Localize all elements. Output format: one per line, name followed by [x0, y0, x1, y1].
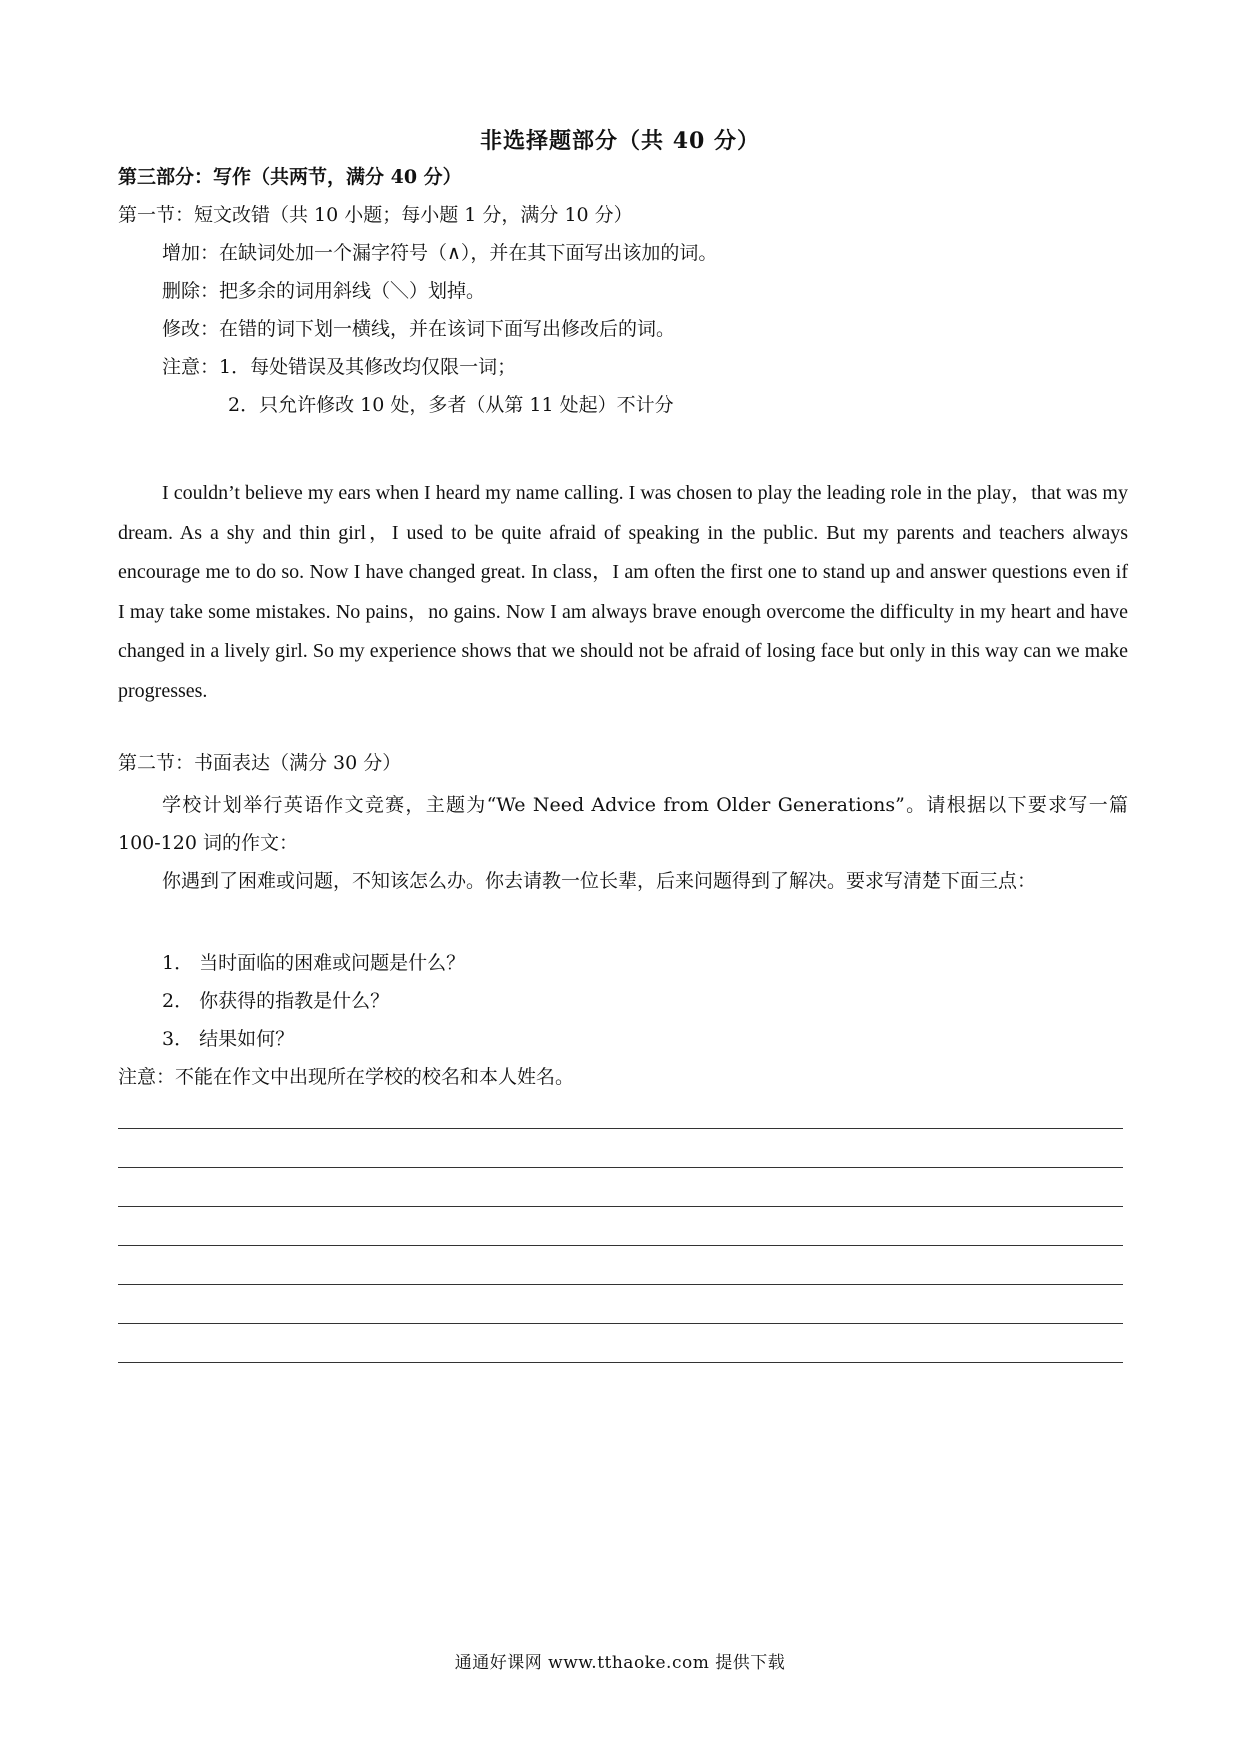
writing-task-intro: 学校计划举行英语作文竞赛，主题为“We Need Advice from Older Generations”。请根据以下要求写一篇 100-120 词的作文：: [118, 794, 1128, 854]
answer-line: [118, 1206, 1123, 1207]
answer-line: [118, 1284, 1123, 1285]
writing-point-3: 3． 结果如何？: [162, 1028, 295, 1050]
answer-line: [118, 1245, 1123, 1246]
rule-modify: 修改：在错的词下划一横线，并在该词下面写出修改后的词。: [162, 318, 676, 340]
writing-point-1: 1． 当时面临的困难或问题是什么？: [162, 952, 466, 974]
page-title: 非选择题部分（共 40 分）: [480, 128, 760, 154]
footer-source: 通通好课网 www.tthaoke.com 提供下载: [454, 1653, 786, 1673]
answer-line: [118, 1323, 1123, 1324]
rule-note-2: 2．只允许修改 10 处，多者（从第 11 处起）不计分: [228, 394, 674, 416]
answer-line: [118, 1362, 1123, 1363]
rule-delete: 删除：把多余的词用斜线（＼）划掉。: [162, 280, 486, 302]
section1-heading: 第一节：短文改错（共 10 小题；每小题 1 分，满分 10 分）: [118, 204, 633, 226]
answer-line: [118, 1128, 1123, 1129]
rule-note-1: 注意：1．每处错误及其修改均仅限一词；: [162, 356, 517, 378]
answer-line: [118, 1167, 1123, 1168]
section2-heading: 第二节：书面表达（满分 30 分）: [118, 752, 402, 774]
part3-heading: 第三部分：写作（共两节，满分 40 分）: [118, 166, 462, 188]
rule-add: 增加：在缺词处加一个漏字符号（∧），并在其下面写出该加的词。: [162, 242, 718, 264]
writing-task-situation: 你遇到了困难或问题，不知该怎么办。你去请教一位长辈，后来问题得到了解决。要求写清楚下面三点：: [162, 870, 1037, 892]
writing-point-2: 2． 你获得的指教是什么？: [162, 990, 390, 1012]
writing-note: 注意：不能在作文中出现所在学校的校名和本人姓名。: [118, 1066, 575, 1088]
error-correction-passage: I couldn’t believe my ears when I heard my name calling. I was chosen to play the leading role in the play，that was my dream. As a shy and thin girl，I used to be quite afraid of speaking in the public. But my parents and teachers always encourage me to do so. Now I have changed great. In class，I am often the first one to stand up and answer questions even if I may take some mistakes. No pains，no gains. Now I am always brave enough overcome the difficulty in my heart and have changed in a lively girl. So my experience shows that we should not be afraid of losing face but only in this way can we make progresses.: [118, 482, 1128, 702]
